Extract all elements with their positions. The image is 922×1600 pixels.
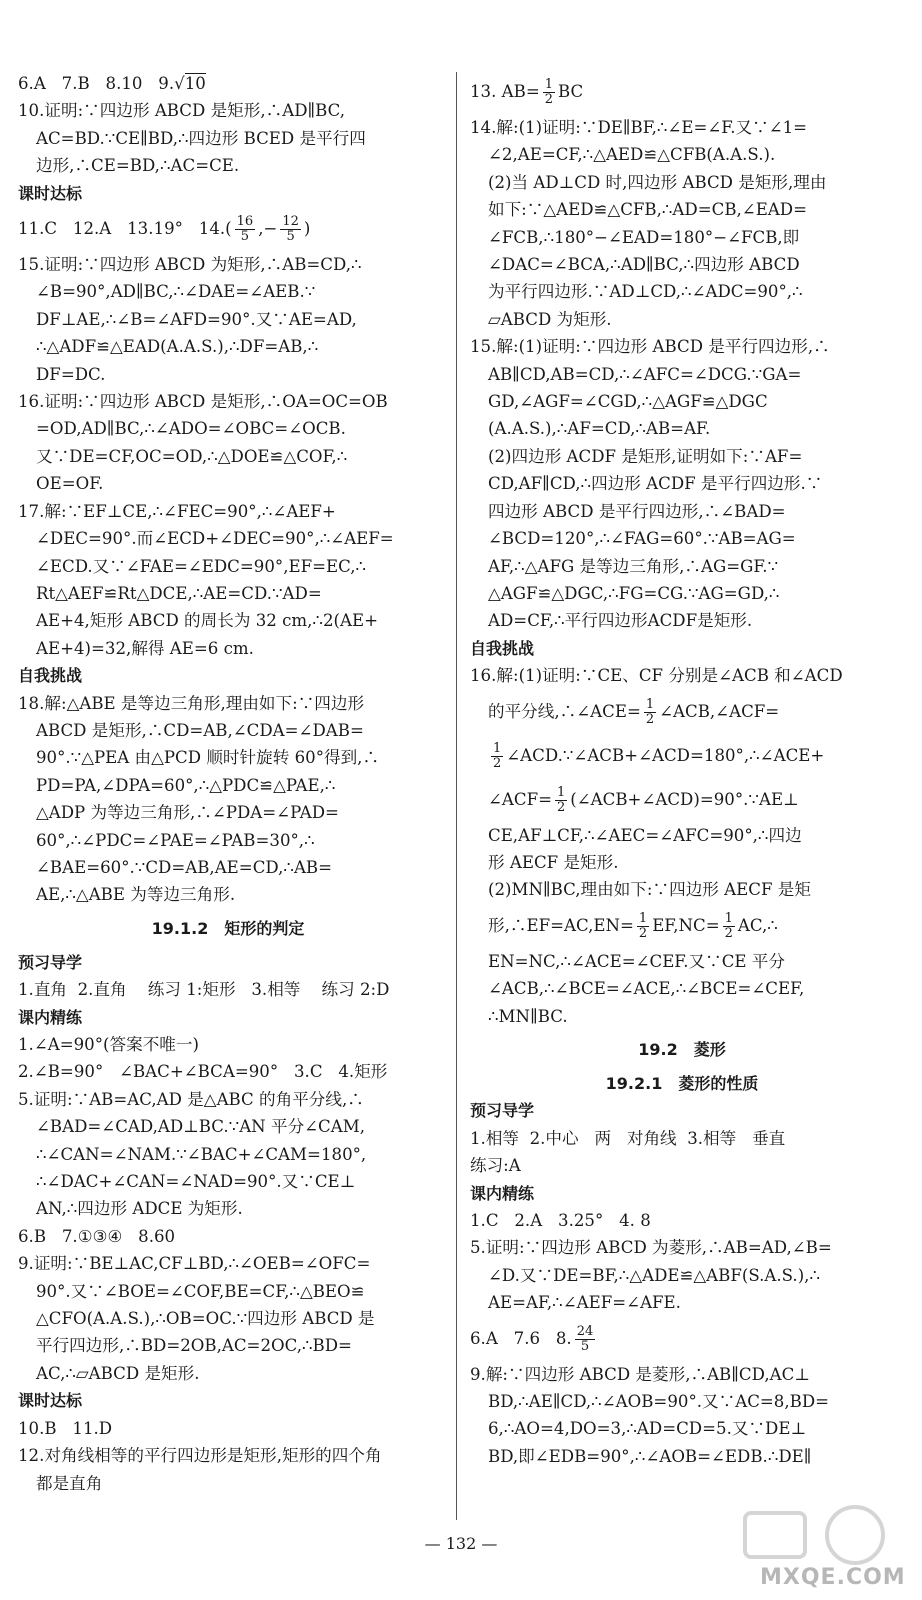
answer-line: (2)MN∥BC,理由如下:∵四边形 AECF 是矩	[488, 880, 811, 900]
fraction: $\frac{16}{5}$	[236, 214, 254, 245]
answer-line: ▱ABCD 为矩形.	[488, 309, 612, 329]
fraction: $\frac{24}{5}$	[576, 1323, 594, 1354]
answer-line: AC=BD.∵CE∥BD,∴四边形 BCED 是平行四	[36, 128, 366, 148]
answer-line: GD,∠AGF=∠CGD,∴△AGF≌△DGC	[488, 392, 768, 412]
answer-line: 5.证明:∵AB=AC,AD 是△ABC 的角平分线,∴	[18, 1089, 364, 1109]
answer-line: AC,∴▱ABCD 是矩形.	[36, 1363, 200, 1383]
answer-line: 6.A 7.B 8.10 9.√10	[18, 74, 206, 93]
answer-line: 11.C 12.A 13.19° 14.( $\frac{16}{5}$ ,− $\frac{12}{5}$ )	[18, 214, 311, 245]
answer-line: 90°.∵△PEA 由△PCD 顺时针旋转 60°得到,∴	[36, 748, 380, 768]
answer-line: 6.B 7.①③④ 8.60	[18, 1226, 176, 1246]
answer-line: 13. AB= $\frac{1}{2}$ BC	[470, 77, 584, 107]
answer-line: 10.B 11.D	[18, 1418, 113, 1438]
answer-line: DF⊥AE,∴∠B=∠AFD=90°.又∵AE=AD,	[36, 309, 357, 329]
answer-line: 15.证明:∵四边形 ABCD 为矩形,∴AB=CD,∴	[18, 255, 362, 275]
answer-line: 15.解:(1)证明:∵四边形 ABCD 是平行四边形,∴	[470, 337, 830, 357]
answer-line: △CFO(A.A.S.),∴OB=OC.∵四边形 ABCD 是	[36, 1309, 375, 1329]
answer-line: 1.相等 2.中心 两 对角线 3.相等 垂直	[470, 1128, 786, 1148]
answer-line: 如下:∵△AED≌△CFB,∴AD=CB,∠EAD=	[488, 200, 808, 220]
fraction: $\frac{1}{2}$	[638, 910, 648, 941]
answer-line: 1.C 2.A 3.25° 4. 8	[470, 1211, 651, 1230]
answer-line: BD,即∠EDB=90°,∴∠AOB=∠EDB.∴DE∥	[488, 1446, 812, 1466]
answer-line: AE=AF,∴∠AEF=∠AFE.	[488, 1293, 681, 1313]
answer-line: 形 AECF 是矩形.	[488, 852, 619, 872]
answer-line: EN=NC,∴∠ACE=∠CEF.又∵CE 平分	[488, 951, 785, 971]
answer-line: CD,AF∥CD,∴四边形 ACDF 是平行四边形.∵	[488, 474, 823, 494]
answer-line: ABCD 是矩形,∴CD=AB,∠CDA=∠DAB=	[36, 720, 364, 740]
answer-line: ∠ACB,∴∠BCE=∠ACE,∴∠BCE=∠CEF,	[488, 979, 805, 999]
answer-line: ∴MN∥BC.	[488, 1006, 568, 1026]
answer-line: ∠2,AE=CF,∴△AED≌△CFB(A.A.S.).	[488, 145, 776, 165]
answer-line: 1.直角 2.直角 练习 1:矩形 3.相等 练习 2:D	[18, 980, 390, 1000]
answer-line: DF=DC.	[36, 364, 106, 384]
answer-line: 形,∴EF=AC,EN= $\frac{1}{2}$ EF,NC= $\frac{1}{2}$ AC,∴	[488, 910, 778, 941]
fraction: $\frac{1}{2}$	[557, 784, 566, 815]
answer-line: 16.证明:∵四边形 ABCD 是矩形,∴OA=OC=OB	[18, 392, 388, 412]
answer-line: 10.证明:∵四边形 ABCD 是矩形,∴AD∥BC,	[18, 101, 346, 121]
answer-line: OE=OF.	[36, 474, 104, 494]
answer-line: BD,∴AE∥CD,∴∠AOB=90°.又∵AC=8,BD=	[488, 1392, 830, 1412]
answer-line: ∠FCB,∴180°−∠EAD=180°−∠FCB,即	[488, 227, 800, 247]
answer-line: 四边形 ABCD 是平行四边形,∴∠BAD=	[488, 501, 786, 521]
answer-line: 9.证明:∵BE⊥AC,CF⊥BD,∴∠OEB=∠OFC=	[18, 1254, 371, 1274]
answer-line: 17.解:∵EF⊥CE,∴∠FEC=90°,∴∠AEF+	[18, 501, 336, 521]
answer-line: △AGF≌△DGC,∴FG=CG.∵AG=GD,∴	[488, 583, 780, 603]
section-title: 19.2 菱形	[638, 1039, 726, 1059]
answer-line: 练习:A	[470, 1156, 521, 1176]
answer-line: 12.对角线相等的平行四边形是矩形,矩形的四个角	[18, 1446, 382, 1466]
answer-line: (2)当 AD⊥CD 时,四边形 ABCD 是矩形,理由	[488, 172, 827, 192]
answer-line: ∴△ADF≌△EAD(A.A.S.),∴DF=AB,∴	[36, 337, 319, 357]
page-number: — 132 —	[424, 1534, 498, 1553]
answer-line: ∠ECD.又∵∠FAE=∠EDC=90°,EF=EC,∴	[36, 556, 367, 576]
section-heading: 课时达标	[18, 183, 83, 203]
answer-line: AF,∴△AFG 是等边三角形,∴AG=GF.∵	[488, 556, 779, 576]
section-heading: 课时达标	[18, 1391, 83, 1411]
fraction: $\frac{1}{2}$	[645, 696, 655, 727]
fraction: $\frac{1}{2}$	[724, 910, 733, 941]
answer-line: AN,∴四边形 ADCE 为矩形.	[36, 1199, 243, 1219]
answer-line: ∠BCD=120°,∴∠FAG=60°.∵AB=AG=	[488, 529, 796, 549]
answer-line: AE+4,矩形 ABCD 的周长为 32 cm,∴2(AE+	[36, 611, 378, 631]
fraction: $\frac{1}{2}$	[493, 740, 502, 771]
answer-line: Rt△AEF≌Rt△DCE,∴AE=CD.∵AD=	[36, 583, 322, 603]
answer-line: 6,∴AO=4,DO=3,∴AD=CD=5.又∵DE⊥	[488, 1419, 807, 1439]
left-column	[18, 70, 438, 1497]
section-heading: 预习导学	[470, 1101, 535, 1121]
answer-line: 为平行四边形.∵AD⊥CD,∴∠ADC=90°,∴	[488, 282, 803, 302]
answer-line: ∠ACF= $\frac{1}{2}$ (∠ACB+∠ACD)=90°.∵AE⊥	[488, 784, 799, 815]
answer-line: ∴∠CAN=∠NAM.∵∠BAC+∠CAM=180°,	[36, 1144, 367, 1164]
answer-line: ∠D.又∵DE=BF,∴△ADE≌△ABF(S.A.S.),∴	[488, 1265, 821, 1285]
answer-line: AD=CF,∴平行四边形ACDF是矩形.	[488, 611, 753, 631]
answer-line: 6.A 7.6 8. $\frac{24}{5}$	[470, 1323, 594, 1354]
column-divider	[456, 72, 457, 1520]
answer-line: =OD,AD∥BC,∴∠ADO=∠OBC=∠OCB.	[36, 419, 346, 439]
answer-line: 平行四边形,∴BD=2OB,AC=2OC,∴BD=	[36, 1336, 352, 1356]
answer-line: 5.证明:∵四边形 ABCD 为菱形,∴AB=AD,∠B=	[470, 1238, 832, 1258]
fraction: $\frac{1}{2}$	[544, 77, 554, 107]
answer-line: $\frac{1}{2}$ ∠ACD.∵∠ACB+∠ACD=180°,∴∠ACE+	[493, 740, 825, 771]
answer-line: 都是直角	[36, 1473, 103, 1493]
answer-line: AB∥CD,AB=CD,∴∠AFC=∠DCG.∵GA=	[488, 364, 802, 384]
subsection-title: 19.2.1 菱形的性质	[605, 1073, 759, 1093]
answer-line: 的平分线,∴∠ACE= $\frac{1}{2}$ ∠ACB,∠ACF=	[488, 696, 780, 727]
answer-line: AE,∴△ABE 为等边三角形.	[36, 885, 236, 905]
answer-line: ∠DEC=90°.而∠ECD+∠DEC=90°,∴∠AEF=	[36, 529, 394, 549]
answer-line: 2.∠B=90° ∠BAC+∠BCA=90° 3.C 4.矩形	[18, 1062, 388, 1082]
answer-line: 9.解:∵四边形 ABCD 是菱形,∴AB∥CD,AC⊥	[470, 1364, 810, 1384]
answer-line: AE+4)=32,解得 AE=6 cm.	[36, 638, 254, 658]
section-heading: 预习导学	[18, 952, 83, 972]
answer-line: 18.解:△ABE 是等边三角形,理由如下:∵四边形	[18, 693, 365, 713]
answer-line: ∠B=90°,AD∥BC,∴∠DAE=∠AEB.∵	[36, 282, 316, 302]
answer-line: PD=PA,∠DPA=60°,∴△PDC≌△PAE,∴	[36, 775, 336, 795]
answer-line: 又∵DE=CF,OC=OD,∴△DOE≌△COF,∴	[36, 446, 348, 466]
answer-line: ∠DAC=∠BCA,∴AD∥BC,∴四边形 ABCD	[488, 255, 800, 275]
answer-line: ∠BAE=60°.∵CD=AB,AE=CD,∴AB=	[36, 857, 333, 877]
sqrt-expression: √10	[174, 74, 206, 93]
answer-line: 14.解:(1)证明:∵DE∥BF,∴∠E=∠F.又∵∠1=	[470, 118, 808, 137]
answer-line: CE,AF⊥CF,∴∠AEC=∠AFC=90°,∴四边	[488, 825, 802, 845]
answer-line: 边形,∴CE=BD,∴AC=CE.	[36, 156, 240, 176]
right-column	[470, 70, 894, 1470]
answer-line: 1.∠A=90°(答案不唯一)	[18, 1035, 199, 1054]
answer-line: (2)四边形 ACDF 是矩形,证明如下:∵AF=	[488, 446, 803, 466]
section-heading: 课内精练	[18, 1007, 83, 1027]
section-heading: 自我挑战	[18, 666, 83, 686]
answer-line: (A.A.S.),∴AF=CD,∴AB=AF.	[488, 419, 711, 439]
answer-line: 90°.又∵∠BOE=∠COF,BE=CF,∴△BEO≌	[36, 1281, 365, 1301]
answer-line: ∴∠DAC+∠CAN=∠NAD=90°.又∵CE⊥	[36, 1172, 356, 1192]
answer-line: 16.解:(1)证明:∵CE、CF 分别是∠ACB 和∠ACD	[470, 666, 843, 686]
section-heading: 课内精练	[470, 1183, 535, 1203]
answer-line: △ADP 为等边三角形,∴∠PDA=∠PAD=	[36, 803, 339, 823]
answer-line: 60°,∴∠PDC=∠PAE=∠PAB=30°,∴	[36, 830, 315, 850]
fraction: $\frac{12}{5}$	[282, 214, 299, 245]
section-heading: 自我挑战	[470, 638, 535, 658]
subsection-title: 19.1.2 矩形的判定	[151, 918, 305, 938]
watermark-text: MXQE.COM	[760, 1565, 906, 1590]
answer-line: ∠BAD=∠CAD,AD⊥BC.∵AN 平分∠CAM,	[36, 1117, 366, 1137]
